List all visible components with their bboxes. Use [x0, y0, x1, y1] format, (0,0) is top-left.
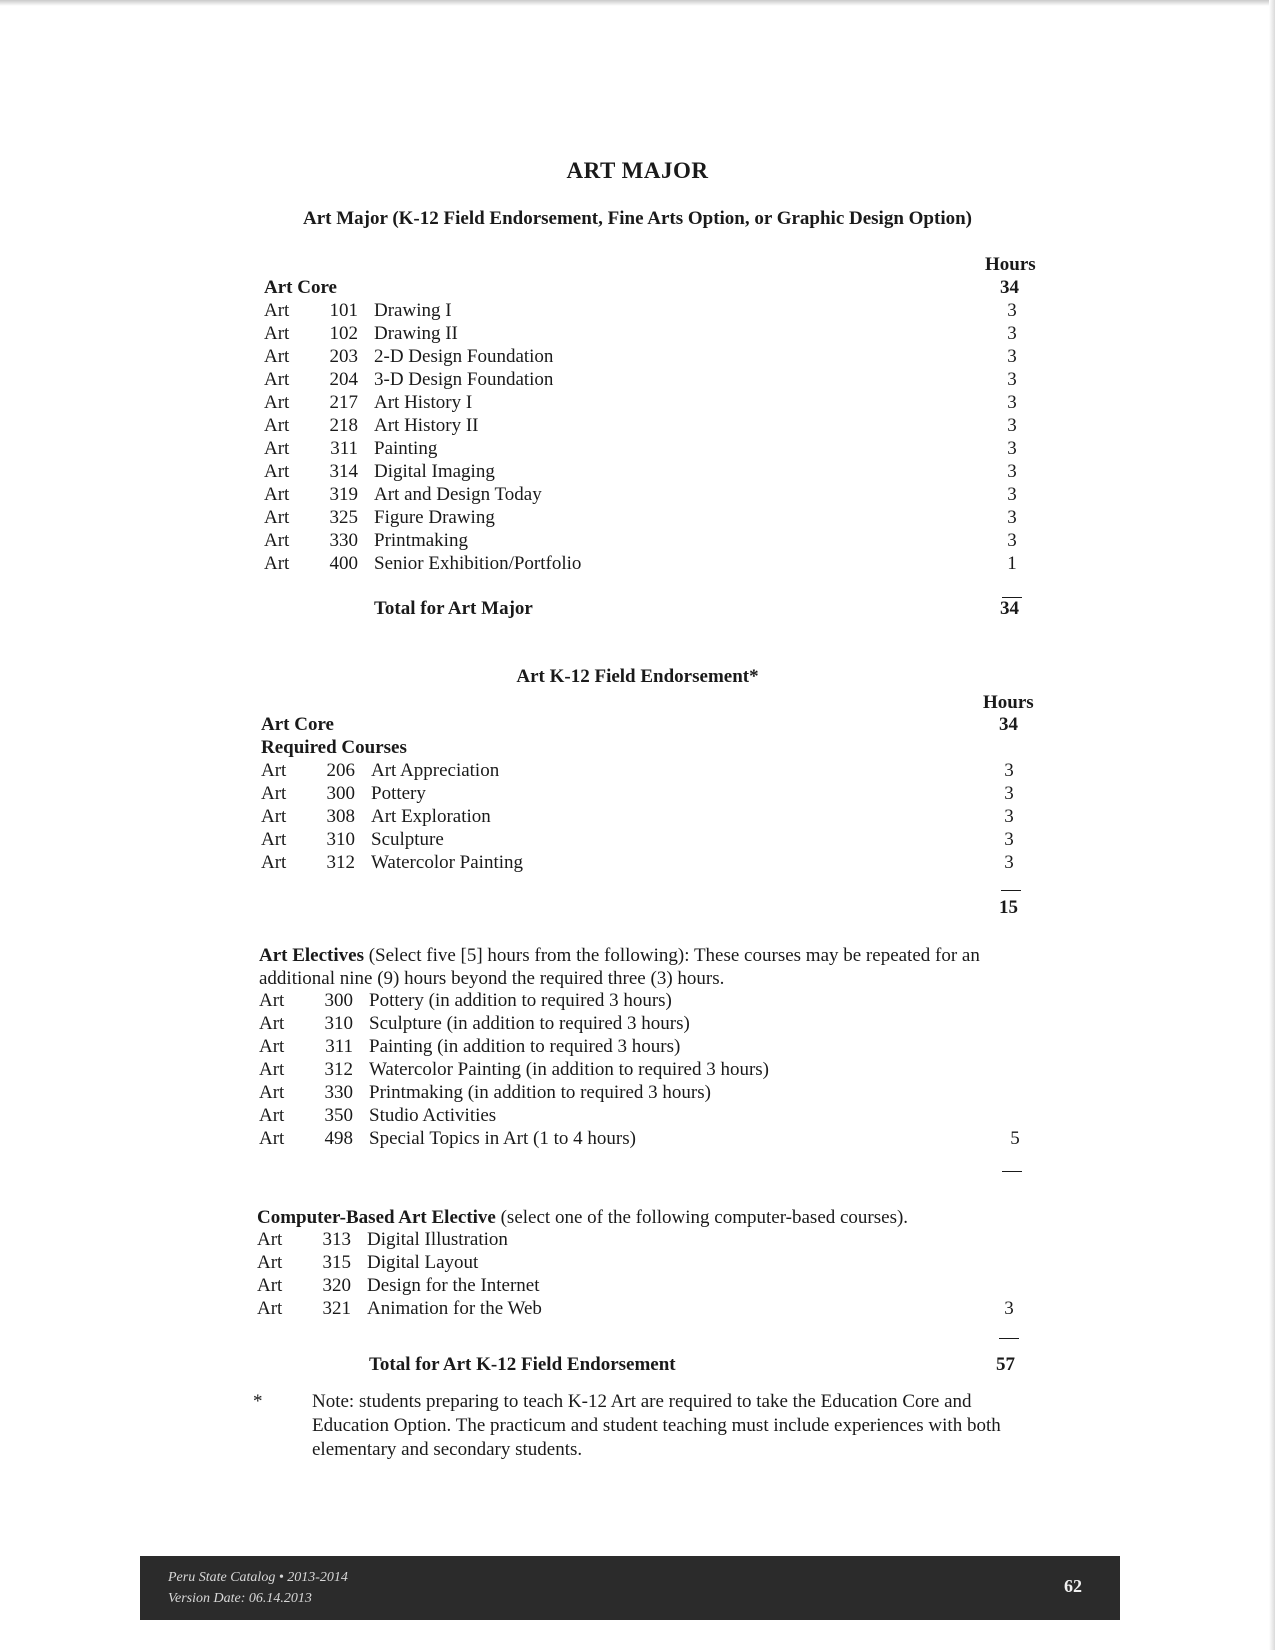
course-number: 319 [329, 484, 358, 505]
course-row [264, 300, 1044, 323]
course-row [264, 323, 1044, 346]
course-name: Sculpture (in addition to required 3 hours) [369, 1013, 690, 1034]
course-row [257, 1275, 1037, 1298]
course-dept: Art [259, 990, 285, 1011]
course-row [264, 507, 1044, 530]
course-name: Painting (in addition to required 3 hours) [369, 1036, 681, 1057]
course-row [259, 1128, 1039, 1151]
course-number: 310 [326, 829, 355, 850]
total-k12-label: Total for Art K-12 Field Endorsement [369, 1354, 676, 1375]
course-dept: Art [259, 1128, 285, 1149]
course-number: 300 [324, 990, 353, 1011]
k12-heading: Art K-12 Field Endorsement* [516, 666, 759, 687]
electives-rule [1002, 1171, 1022, 1172]
k12-hours-header: Hours [983, 692, 1034, 713]
course-row [264, 461, 1044, 484]
required-courses-label: Required Courses [261, 737, 407, 758]
course-row [261, 829, 1041, 852]
course-dept: Art [257, 1275, 283, 1296]
course-hours: 3 [1004, 783, 1014, 804]
course-dept: Art [264, 300, 290, 321]
electives-hours: 5 [1010, 1128, 1020, 1149]
computer-rule [999, 1338, 1019, 1339]
course-number: 311 [330, 438, 358, 459]
course-number: 400 [329, 553, 358, 574]
course-name: 3-D Design Foundation [374, 369, 554, 390]
course-number: 312 [324, 1059, 353, 1080]
course-dept: Art [259, 1036, 285, 1057]
course-hours: 3 [1007, 507, 1017, 528]
course-row [257, 1252, 1037, 1275]
page-number: 62 [1064, 1576, 1082, 1596]
course-row [264, 530, 1044, 553]
course-number: 330 [329, 530, 358, 551]
course-number: 217 [329, 392, 358, 413]
electives-text-continued: additional nine (9) hours beyond the required three (3) hours. [259, 968, 725, 989]
course-name: Watercolor Painting [371, 852, 524, 873]
course-number: 204 [329, 369, 358, 390]
scan-edge-right [1269, 0, 1275, 1650]
course-dept: Art [259, 1013, 285, 1034]
computer-elective-label: Computer-Based Art Elective [257, 1207, 496, 1228]
course-row [264, 438, 1044, 461]
electives-label: Art Electives [259, 945, 364, 966]
course-name: Animation for the Web [367, 1298, 542, 1319]
course-number: 203 [329, 346, 358, 367]
electives-intro [259, 944, 980, 967]
course-row [261, 852, 1041, 875]
computer-elective-hours: 3 [1004, 1298, 1014, 1319]
course-name: Art Exploration [371, 806, 491, 827]
course-hours: 3 [1004, 760, 1014, 781]
electives-text: (Select five [5] hours from the following): These courses may be repeated for an [363, 945, 980, 966]
course-hours: 3 [1007, 392, 1017, 413]
course-row [264, 346, 1044, 369]
course-name: Digital Layout [367, 1252, 479, 1273]
course-hours: 3 [1007, 369, 1017, 390]
course-number: 218 [329, 415, 358, 436]
course-hours: 1 [1007, 553, 1017, 574]
course-hours: 3 [1004, 806, 1014, 827]
computer-elective-intro [257, 1206, 908, 1229]
course-name: Drawing II [374, 323, 458, 344]
course-name: Painting [374, 438, 438, 459]
course-number: 320 [322, 1275, 351, 1296]
course-number: 102 [329, 323, 358, 344]
course-number: 206 [326, 760, 355, 781]
course-dept: Art [259, 1059, 285, 1080]
course-name: Drawing I [374, 300, 452, 321]
course-name: Art History II [374, 415, 479, 436]
course-row [259, 1013, 1039, 1036]
course-name: Digital Imaging [374, 461, 495, 482]
course-number: 325 [329, 507, 358, 528]
course-name: Figure Drawing [374, 507, 495, 528]
required-subtotal-rule [1001, 890, 1021, 891]
course-name: Art Appreciation [371, 760, 500, 781]
course-row [264, 553, 1044, 576]
course-dept: Art [257, 1229, 283, 1250]
page-footer [140, 1556, 1120, 1620]
course-dept: Art [261, 806, 287, 827]
course-dept: Art [259, 1105, 285, 1126]
course-hours: 3 [1007, 461, 1017, 482]
course-row [257, 1229, 1037, 1252]
course-number: 315 [322, 1252, 351, 1273]
course-row [264, 484, 1044, 507]
course-row [259, 1059, 1039, 1082]
course-number: 101 [329, 300, 358, 321]
note-line-1: Note: students preparing to teach K-12 Art are required to take the Education Core and [312, 1391, 972, 1412]
scan-edge-top [0, 0, 1275, 6]
course-dept: Art [261, 783, 287, 804]
course-number: 314 [329, 461, 358, 482]
page-title: ART MAJOR [566, 158, 709, 183]
course-dept: Art [264, 507, 290, 528]
course-number: 311 [325, 1036, 353, 1057]
course-number: 350 [324, 1105, 353, 1126]
note-line-2: Education Option. The practicum and student teaching must include experiences with both [312, 1415, 1001, 1436]
course-dept: Art [261, 829, 287, 850]
course-name: Pottery (in addition to required 3 hours) [369, 990, 672, 1011]
k12-art-core-hours: 34 [999, 714, 1018, 735]
course-row [259, 1036, 1039, 1059]
course-name: Art and Design Today [374, 484, 542, 505]
course-hours: 3 [1007, 415, 1017, 436]
course-dept: Art [264, 530, 290, 551]
course-name: 2-D Design Foundation [374, 346, 554, 367]
course-name: Digital Illustration [367, 1229, 508, 1250]
course-dept: Art [264, 438, 290, 459]
hours-header: Hours [985, 254, 1036, 275]
course-dept: Art [264, 392, 290, 413]
course-name: Sculpture [371, 829, 444, 850]
course-hours: 3 [1007, 346, 1017, 367]
course-hours: 3 [1007, 484, 1017, 505]
course-dept: Art [261, 760, 287, 781]
course-number: 310 [324, 1013, 353, 1034]
note-marker: * [253, 1391, 263, 1412]
page-subtitle: Art Major (K-12 Field Endorsement, Fine Arts Option, or Graphic Design Option) [302, 208, 973, 229]
total-art-major-label: Total for Art Major [374, 598, 533, 619]
course-dept: Art [257, 1298, 283, 1319]
art-core-hours: 34 [1000, 277, 1019, 298]
course-dept: Art [264, 415, 290, 436]
course-number: 300 [326, 783, 355, 804]
course-dept: Art [264, 461, 290, 482]
course-hours: 3 [1007, 530, 1017, 551]
total-k12-hours: 57 [996, 1354, 1015, 1375]
course-dept: Art [264, 346, 290, 367]
course-row [261, 760, 1041, 783]
course-row [264, 415, 1044, 438]
course-row [261, 806, 1041, 829]
course-hours: 3 [1004, 852, 1014, 873]
course-name: Special Topics in Art (1 to 4 hours) [369, 1128, 636, 1149]
course-name: Watercolor Painting (in addition to required 3 hours) [369, 1059, 770, 1080]
course-hours: 3 [1007, 438, 1017, 459]
course-number: 321 [322, 1298, 351, 1319]
course-name: Design for the Internet [367, 1275, 540, 1296]
course-row [264, 392, 1044, 415]
course-name: Printmaking (in addition to required 3 hours) [369, 1082, 711, 1103]
course-row [261, 783, 1041, 806]
footer-version-date: Version Date: 06.14.2013 [168, 1591, 312, 1606]
footer-catalog: Peru State Catalog • 2013-2014 [168, 1570, 348, 1585]
note-line-3: elementary and secondary students. [312, 1439, 583, 1460]
course-row [259, 1105, 1039, 1128]
course-name: Senior Exhibition/Portfolio [374, 553, 582, 574]
course-dept: Art [259, 1082, 285, 1103]
course-dept: Art [264, 553, 290, 574]
course-row [257, 1298, 1037, 1321]
course-number: 330 [324, 1082, 353, 1103]
course-hours: 3 [1004, 829, 1014, 850]
course-dept: Art [257, 1252, 283, 1273]
course-hours: 3 [1007, 300, 1017, 321]
course-name: Studio Activities [369, 1105, 497, 1126]
course-row [259, 1082, 1039, 1105]
computer-elective-text: (select one of the following computer-based courses). [495, 1207, 909, 1228]
course-number: 308 [326, 806, 355, 827]
course-row [264, 369, 1044, 392]
course-number: 313 [322, 1229, 351, 1250]
course-name: Pottery [371, 783, 426, 804]
course-dept: Art [264, 369, 290, 390]
required-subtotal: 15 [999, 897, 1018, 918]
course-hours: 3 [1007, 323, 1017, 344]
art-core-label: Art Core [264, 277, 337, 298]
course-dept: Art [264, 484, 290, 505]
total-art-major-hours: 34 [1000, 598, 1019, 619]
course-number: 498 [324, 1128, 353, 1149]
k12-art-core-label: Art Core [261, 714, 334, 735]
course-name: Art History I [374, 392, 473, 413]
course-name: Printmaking [374, 530, 468, 551]
course-dept: Art [261, 852, 287, 873]
course-row [259, 990, 1039, 1013]
course-dept: Art [264, 323, 290, 344]
course-number: 312 [326, 852, 355, 873]
